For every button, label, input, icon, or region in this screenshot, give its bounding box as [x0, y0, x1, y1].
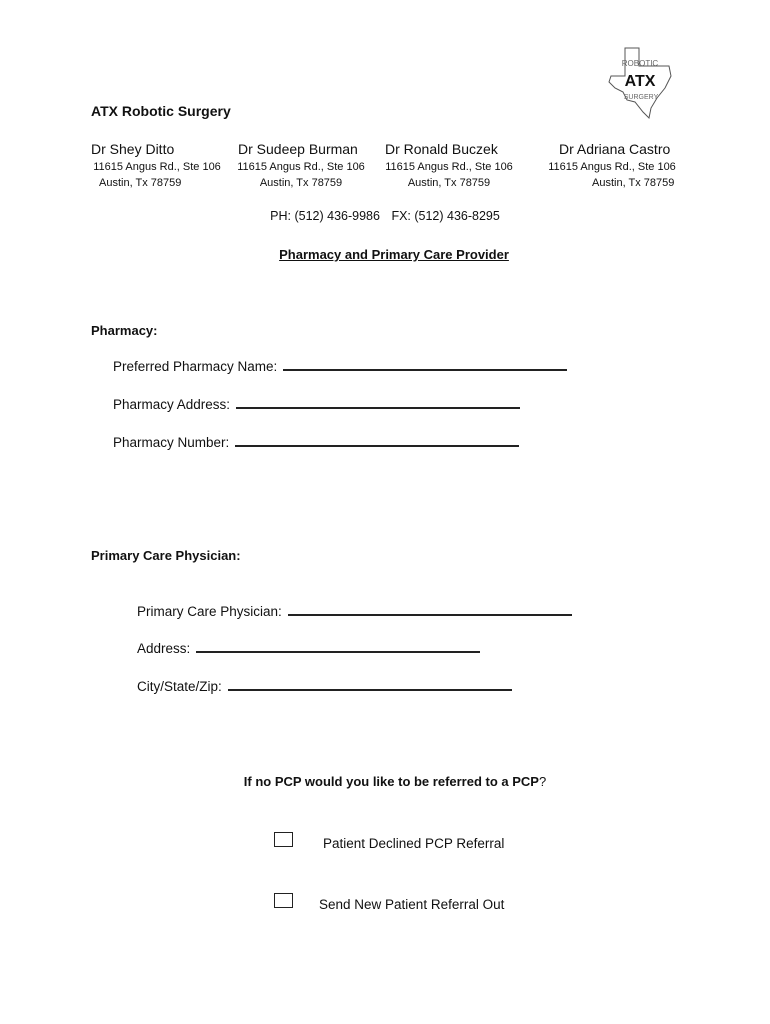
- pcp-city-state-zip-field[interactable]: [137, 679, 512, 694]
- fax-number: FX: (512) 436-8295: [391, 209, 500, 223]
- doctor-address-ditto: [91, 159, 223, 191]
- pcp-physician-label: Primary Care Physician:: [137, 604, 282, 619]
- pharmacy-name-field[interactable]: [113, 359, 567, 374]
- phone-number: PH: (512) 436-9986: [270, 209, 380, 223]
- form-title: Pharmacy and Primary Care Provider: [279, 247, 509, 262]
- atx-logo: [605, 46, 675, 120]
- referral-question-text: If no PCP would you like to be referred to a PCP: [243, 774, 539, 789]
- pcp-city-state-zip-label: City/State/Zip:: [137, 679, 222, 694]
- doctor-name-burman: Dr Sudeep Burman: [238, 141, 358, 157]
- pharmacy-name-label: Preferred Pharmacy Name:: [113, 359, 278, 374]
- pharmacy-name-input[interactable]: [283, 368, 567, 371]
- question-mark: ?: [538, 774, 547, 789]
- pcp-physician-field[interactable]: [137, 604, 572, 619]
- pcp-city-state-zip-input[interactable]: [228, 688, 512, 691]
- pcp-address-input[interactable]: [196, 650, 480, 653]
- logo-main-text: ATX: [624, 73, 656, 90]
- org-name: ATX Robotic Surgery: [91, 103, 231, 119]
- doctor-address-castro: [546, 159, 678, 191]
- pharmacy-number-input[interactable]: [235, 444, 519, 447]
- doctor-address-burman: [235, 159, 367, 191]
- contact-line: [0, 209, 770, 223]
- send-referral-label: Send New Patient Referral Out: [319, 897, 505, 912]
- address-line1: 11615 Angus Rd., Ste 106: [93, 161, 221, 173]
- pharmacy-heading: Pharmacy:: [91, 323, 158, 338]
- address-line2: Austin, Tx 78759: [99, 177, 182, 189]
- doctor-name-castro: Dr Adriana Castro: [559, 141, 671, 157]
- pcp-heading: Primary Care Physician:: [91, 548, 241, 563]
- send-referral-checkbox[interactable]: [274, 893, 293, 908]
- doctor-name-buczek: Dr Ronald Buczek: [385, 141, 498, 157]
- address-line1: 11615 Angus Rd., Ste 106: [548, 161, 676, 173]
- doctor-name-ditto: Dr Shey Ditto: [91, 141, 175, 157]
- address-line2: Austin, Tx 78759: [592, 177, 675, 189]
- pharmacy-address-input[interactable]: [236, 406, 520, 409]
- pharmacy-address-label: Pharmacy Address:: [113, 397, 231, 412]
- pcp-physician-input[interactable]: [288, 613, 572, 616]
- logo-top-text: ROBOTIC: [621, 59, 659, 68]
- address-line1: 11615 Angus Rd., Ste 106: [385, 161, 513, 173]
- doctor-address-buczek: [383, 159, 515, 191]
- address-line1: 11615 Angus Rd., Ste 106: [237, 161, 365, 173]
- pharmacy-number-field[interactable]: [113, 435, 519, 450]
- address-line2: Austin, Tx 78759: [407, 177, 491, 189]
- pcp-address-label: Address:: [137, 641, 191, 656]
- logo-bottom-text: SURGERY: [623, 94, 659, 101]
- referral-question: [0, 774, 770, 789]
- declined-referral-checkbox[interactable]: [274, 832, 293, 847]
- pharmacy-number-label: Pharmacy Number:: [113, 435, 230, 450]
- pharmacy-address-field[interactable]: [113, 397, 520, 412]
- address-line2: Austin, Tx 78759: [259, 177, 343, 189]
- pcp-address-field[interactable]: [137, 641, 480, 656]
- declined-referral-label: Patient Declined PCP Referral: [323, 836, 505, 851]
